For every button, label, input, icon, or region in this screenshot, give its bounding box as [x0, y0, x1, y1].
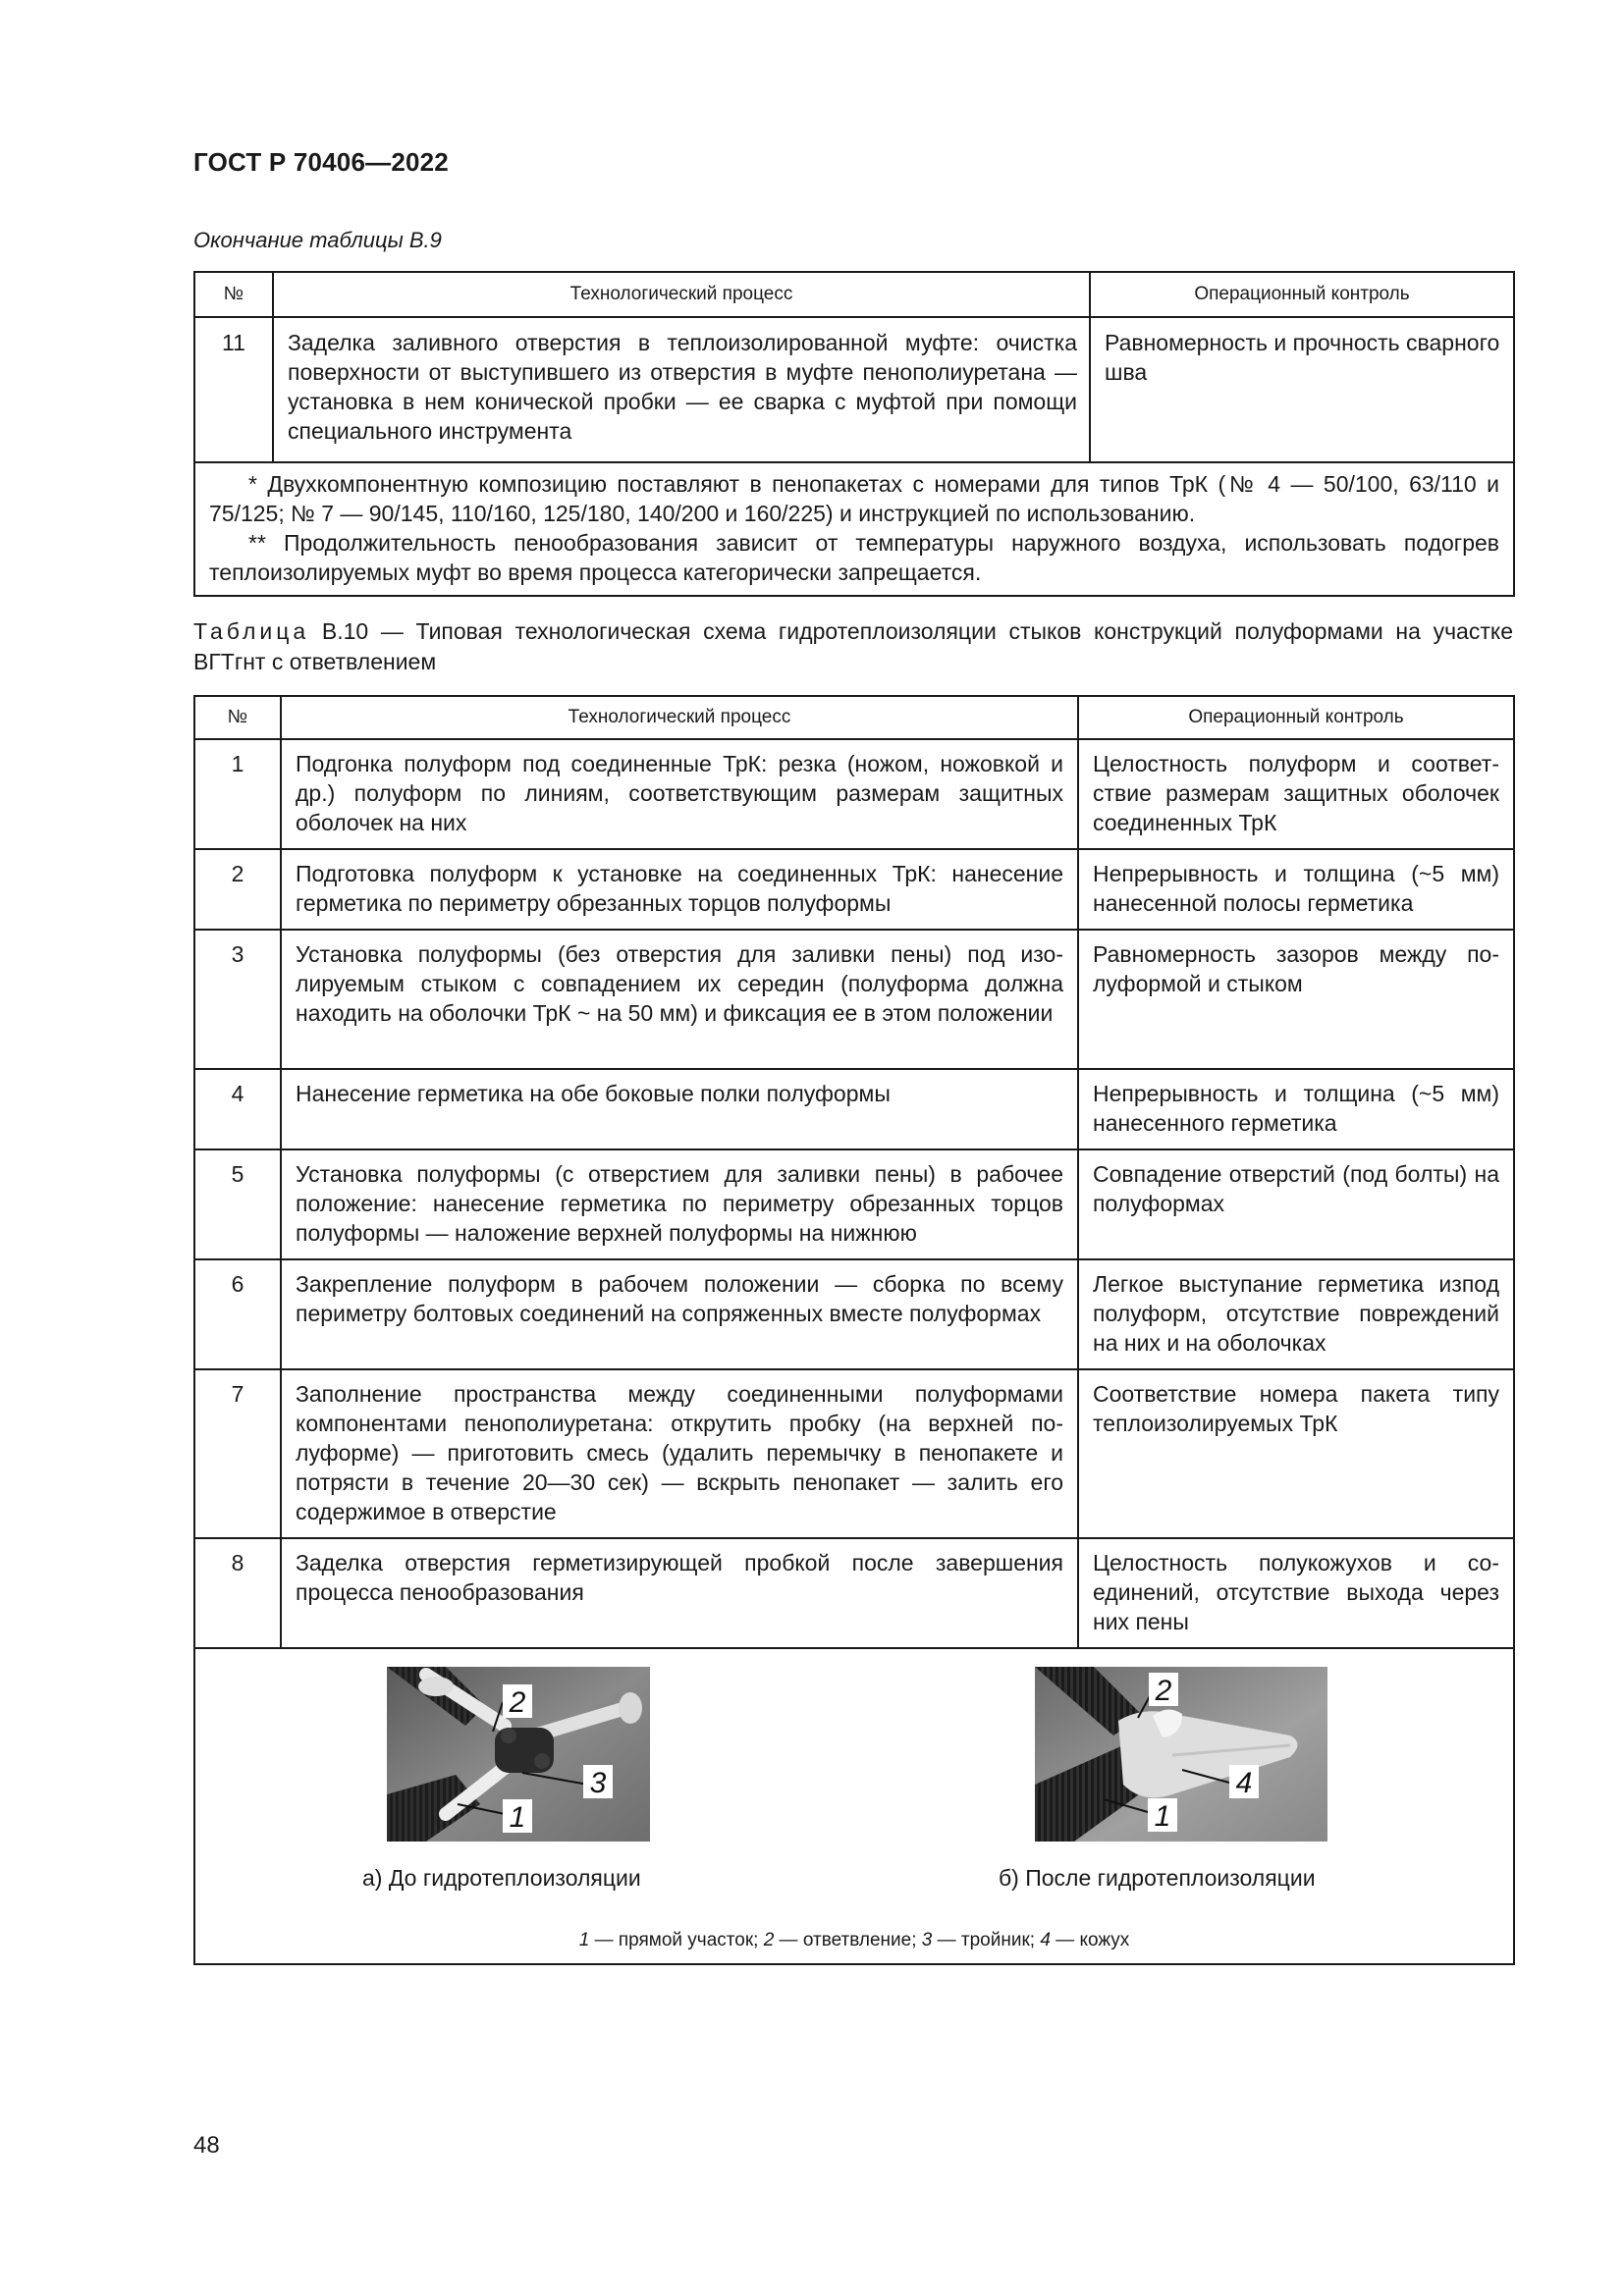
legend-key: 2 — [763, 1930, 775, 1950]
column-header-process: Технологический процесс — [273, 272, 1090, 317]
row-control: Целостность полукожухов и соединений, отсутствие выхода через них пены — [1078, 1538, 1514, 1648]
row-process: Подготовка полуформ к установке на соединенных ТрК: нанесение герметика по периметру обрезанных торцов полуформы — [281, 849, 1078, 930]
table-row — [194, 1069, 1514, 1149]
table-row — [194, 849, 1514, 930]
figure-legend — [195, 1926, 1513, 1955]
table-row — [194, 1538, 1514, 1648]
table-row — [194, 1149, 1514, 1259]
row-control: Легкое выступание герметика изпод полуформ, отсутствие повреждений на них и на оболочках — [1078, 1259, 1514, 1369]
row-number: 7 — [194, 1369, 281, 1538]
photo-before-insulation — [387, 1667, 650, 1842]
column-header-process: Технологический процесс — [281, 696, 1078, 739]
column-header-number: № — [194, 696, 281, 739]
table-b10 — [193, 695, 1515, 1965]
table-continuation-label: Окончание таблицы В.9 — [193, 228, 442, 252]
row-control: Равномерность и прочность сварного шва — [1090, 317, 1514, 462]
legend-key: 1 — [578, 1930, 590, 1950]
table-notes — [194, 462, 1514, 596]
table-title-label: Таблица — [193, 618, 310, 644]
row-number: 1 — [194, 739, 281, 849]
table-header-row — [194, 272, 1514, 317]
table-row — [194, 1259, 1514, 1369]
table-b10-title — [193, 616, 1513, 677]
footnote-1: * Двухкомпонентную композицию поставляют в пенопакетах с номерами для типов ТрК (№ 4 — 50/100, 63/110 и 75/125; № 7 — 90/145, 110/160, 125/180, 140/200 и 160/225) и инструкцией по использованию. — [209, 471, 1499, 526]
row-number: 8 — [194, 1538, 281, 1648]
legend-key: 4 — [1040, 1930, 1051, 1950]
table-row — [194, 317, 1514, 462]
row-control: Целостность полуформ и соответствие размерам защитных оболочек соединенных ТрК — [1078, 739, 1514, 849]
photo-b-label-1: 1 — [1154, 1800, 1171, 1833]
table-title-text: В.10 — Типовая технологическая схема гидротеплоизоляции стыков конструкций полуформами на участке ВГТгнт с ответвлением — [193, 618, 1513, 674]
row-process: Заделка заливного отверстия в теплоизолированной муфте: очистка поверхности от выступившего из отверстия в муфте пенополиуретана — установка в нем конической пробки — ее сварка с муфтой при помощи специального инструмента — [273, 317, 1090, 462]
legend-text: — ответвление; — [774, 1930, 922, 1950]
row-process: Подгонка полуформ под соединенные ТрК: резка (ножом, ножовкой и др.) полуформ по линиям, соответствующим размерам защитных оболочек на них — [281, 739, 1078, 849]
footnote-2: ** Продолжительность пенообразования зависит от температуры наружного воздуха, использовать подогрев теплоизолируемых муфт во время процесса категорически запрещается. — [209, 530, 1499, 585]
legend-text: — тройник; — [932, 1930, 1041, 1950]
row-control: Соответствие номера пакета типу теплоизолируемых ТрК — [1078, 1369, 1514, 1538]
row-process: Заделка отверстия герметизирующей пробкой после завершения процесса пенообразования — [281, 1538, 1078, 1648]
row-control: Равномерность зазоров между полуформой и стыком — [1078, 930, 1514, 1069]
table-notes-row — [194, 462, 1514, 596]
table-row — [194, 739, 1514, 849]
document-id: ГОСТ Р 70406—2022 — [193, 147, 449, 177]
photo-a-label-1: 1 — [509, 1801, 526, 1834]
page-number: 48 — [193, 2132, 220, 2159]
row-number: 5 — [194, 1149, 281, 1259]
photo-b-label-4: 4 — [1235, 1767, 1253, 1799]
row-control: Совпадение отверстий (под болты) на полуформах — [1078, 1149, 1514, 1259]
row-process: Закрепление полуформ в рабочем положении — сборка по всему периметру болтовых соединений на сопряженных вместе полуформах — [281, 1259, 1078, 1369]
row-process: Нанесение герметика на обе боковые полки полуформы — [281, 1069, 1078, 1149]
row-number: 2 — [194, 849, 281, 930]
row-process: Установка полуформы (без отверстия для заливки пены) под изолируемым стыком с совпадением их середин (полуформа должна находить на оболочки ТрК ~ на 50 мм) и фиксация ее в этом положении — [281, 930, 1078, 1069]
figure-caption-after: б) После гидротеплоизоляции — [999, 1865, 1316, 1891]
row-control: Непрерывность и толщина (~5 мм) нанесенной полосы герметика — [1078, 849, 1514, 930]
table-header-row — [194, 696, 1514, 739]
photo-a-label-2: 2 — [509, 1686, 526, 1719]
row-number: 11 — [194, 317, 273, 462]
figure-row — [194, 1648, 1514, 1964]
table-row — [194, 930, 1514, 1069]
photo-a-label-3: 3 — [589, 1767, 607, 1799]
legend-key: 3 — [921, 1930, 933, 1950]
table-b9 — [193, 271, 1515, 597]
figure-caption-before: а) До гидротеплоизоляции — [362, 1865, 641, 1891]
photo-after-insulation — [1035, 1667, 1327, 1842]
row-process: Установка полуформы (с отверстием для заливки пены) в рабочее положение: нанесение герметика по периметру обрезанных торцов полуформы — наложение верхней полуформы на нижнюю — [281, 1149, 1078, 1259]
table-row — [194, 1369, 1514, 1538]
row-process: Заполнение пространства между соединенными полуформами компонентами пенополиуретана: открутить пробку (на верхней полуформе) — приготовить смесь (удалить перемычку в пенопакете и потрясти в течение 20—30 сек) — вскрыть пенопакет — залить его содержимое в отверстие — [281, 1369, 1078, 1538]
column-header-control: Операционный контроль — [1090, 272, 1514, 317]
photo-b-label-2: 2 — [1155, 1675, 1172, 1707]
row-number: 3 — [194, 930, 281, 1069]
column-header-number: № — [194, 272, 273, 317]
row-number: 4 — [194, 1069, 281, 1149]
figure-cell — [194, 1648, 1514, 1964]
legend-text: — кожух — [1050, 1930, 1130, 1950]
legend-text: — прямой участок; — [589, 1930, 764, 1950]
row-number: 6 — [194, 1259, 281, 1369]
row-control: Непрерывность и толщина (~5 мм) нанесенного герметика — [1078, 1069, 1514, 1149]
column-header-control: Операционный контроль — [1078, 696, 1514, 739]
